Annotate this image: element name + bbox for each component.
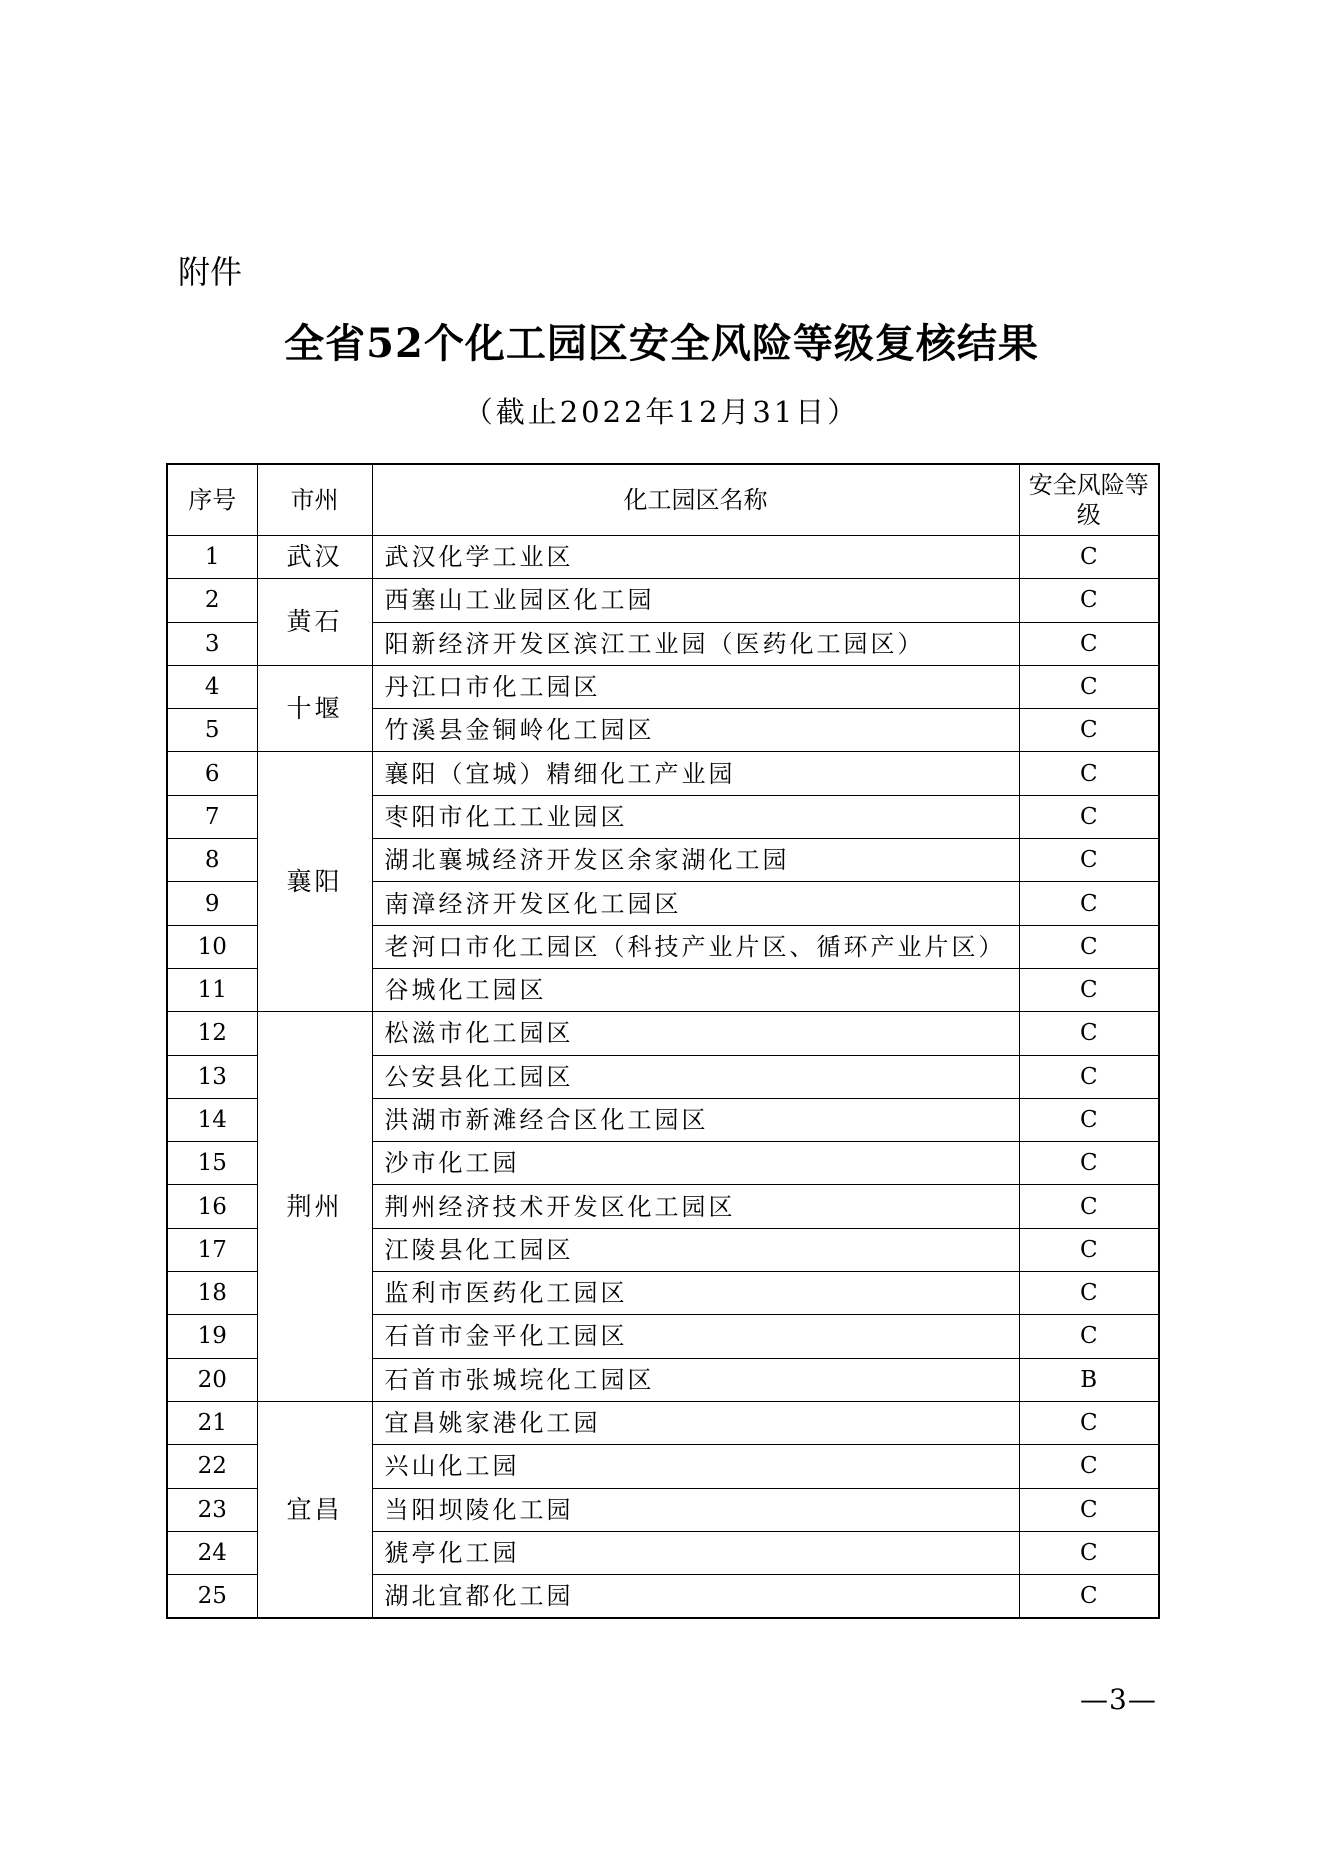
- row-number-cell: 11: [167, 968, 257, 1011]
- page-number: —3—: [1080, 1683, 1157, 1716]
- table-row: [167, 752, 1159, 795]
- city-cell: 宜昌: [257, 1401, 372, 1618]
- park-risk-table: [166, 463, 1160, 1619]
- park-name-cell: 南漳经济开发区化工园区: [372, 882, 1019, 925]
- risk-level-cell: C: [1019, 1098, 1159, 1141]
- risk-level-cell: C: [1019, 1142, 1159, 1185]
- risk-level-cell: C: [1019, 1488, 1159, 1531]
- attachment-label: 附件: [178, 253, 243, 291]
- table-row: [167, 579, 1159, 622]
- park-name-cell: 枣阳市化工工业园区: [372, 795, 1019, 838]
- risk-level-cell: C: [1019, 1012, 1159, 1055]
- risk-level-cell: C: [1019, 752, 1159, 795]
- row-number-cell: 13: [167, 1055, 257, 1098]
- document-subtitle: （截止2022年12月31日）: [463, 395, 860, 429]
- park-name-cell: 丹江口市化工园区: [372, 665, 1019, 708]
- table-row: [167, 1012, 1159, 1055]
- row-number-cell: 16: [167, 1185, 257, 1228]
- city-cell: 武汉: [257, 536, 372, 579]
- row-number-cell: 9: [167, 882, 257, 925]
- risk-level-cell: C: [1019, 1401, 1159, 1444]
- row-number-cell: 18: [167, 1272, 257, 1315]
- park-name-cell: 襄阳（宜城）精细化工产业园: [372, 752, 1019, 795]
- column-header-city: 市州: [257, 464, 372, 536]
- park-name-cell: 石首市金平化工园区: [372, 1315, 1019, 1358]
- table-row: [167, 536, 1159, 579]
- city-cell: 襄阳: [257, 752, 372, 1012]
- park-name-cell: 石首市张城垸化工园区: [372, 1358, 1019, 1401]
- park-name-cell: 猇亭化工园: [372, 1531, 1019, 1574]
- risk-level-cell: C: [1019, 1272, 1159, 1315]
- row-number-cell: 24: [167, 1531, 257, 1574]
- park-name-cell: 竹溪县金铜岭化工园区: [372, 709, 1019, 752]
- risk-level-cell: C: [1019, 882, 1159, 925]
- park-name-cell: 阳新经济开发区滨江工业园（医药化工园区）: [372, 622, 1019, 665]
- row-number-cell: 14: [167, 1098, 257, 1141]
- risk-level-cell: C: [1019, 1228, 1159, 1271]
- risk-level-cell: C: [1019, 579, 1159, 622]
- row-number-cell: 25: [167, 1575, 257, 1619]
- row-number-cell: 2: [167, 579, 257, 622]
- risk-level-cell: C: [1019, 1315, 1159, 1358]
- park-name-cell: 宜昌姚家港化工园: [372, 1401, 1019, 1444]
- row-number-cell: 20: [167, 1358, 257, 1401]
- row-number-cell: 7: [167, 795, 257, 838]
- row-number-cell: 17: [167, 1228, 257, 1271]
- risk-level-cell: C: [1019, 1445, 1159, 1488]
- park-name-cell: 监利市医药化工园区: [372, 1272, 1019, 1315]
- city-cell: 荆州: [257, 1012, 372, 1402]
- risk-level-cell: C: [1019, 622, 1159, 665]
- row-number-cell: 22: [167, 1445, 257, 1488]
- park-name-cell: 当阳坝陵化工园: [372, 1488, 1019, 1531]
- risk-level-cell: C: [1019, 1185, 1159, 1228]
- park-name-cell: 洪湖市新滩经合区化工园区: [372, 1098, 1019, 1141]
- park-name-cell: 公安县化工园区: [372, 1055, 1019, 1098]
- document-title: 全省52个化工园区安全风险等级复核结果: [284, 320, 1039, 367]
- risk-level-cell: C: [1019, 1575, 1159, 1619]
- column-header-park-name: 化工园区名称: [372, 464, 1019, 536]
- row-number-cell: 6: [167, 752, 257, 795]
- row-number-cell: 1: [167, 536, 257, 579]
- table-header-row: [167, 464, 1159, 536]
- row-number-cell: 4: [167, 665, 257, 708]
- park-name-cell: 老河口市化工园区（科技产业片区、循环产业片区）: [372, 925, 1019, 968]
- park-name-cell: 武汉化学工业区: [372, 536, 1019, 579]
- row-number-cell: 12: [167, 1012, 257, 1055]
- city-cell: 黄石: [257, 579, 372, 666]
- row-number-cell: 10: [167, 925, 257, 968]
- row-number-cell: 8: [167, 839, 257, 882]
- park-name-cell: 沙市化工园: [372, 1142, 1019, 1185]
- park-name-cell: 荆州经济技术开发区化工园区: [372, 1185, 1019, 1228]
- row-number-cell: 3: [167, 622, 257, 665]
- row-number-cell: 19: [167, 1315, 257, 1358]
- park-name-cell: 湖北宜都化工园: [372, 1575, 1019, 1619]
- risk-level-cell: C: [1019, 709, 1159, 752]
- park-name-cell: 湖北襄城经济开发区余家湖化工园: [372, 839, 1019, 882]
- risk-level-cell: C: [1019, 925, 1159, 968]
- column-header-risk-level: 安全风险等级: [1019, 464, 1159, 536]
- table-row: [167, 665, 1159, 708]
- row-number-cell: 21: [167, 1401, 257, 1444]
- table-row: [167, 1401, 1159, 1444]
- city-cell: 十堰: [257, 665, 372, 752]
- row-number-cell: 23: [167, 1488, 257, 1531]
- risk-level-cell: C: [1019, 968, 1159, 1011]
- table-body: [167, 536, 1159, 1619]
- risk-level-cell: C: [1019, 1531, 1159, 1574]
- row-number-cell: 15: [167, 1142, 257, 1185]
- risk-level-cell: B: [1019, 1358, 1159, 1401]
- park-name-cell: 谷城化工园区: [372, 968, 1019, 1011]
- risk-level-cell: C: [1019, 795, 1159, 838]
- risk-level-cell: C: [1019, 665, 1159, 708]
- risk-level-cell: C: [1019, 839, 1159, 882]
- risk-level-cell: C: [1019, 536, 1159, 579]
- park-name-cell: 江陵县化工园区: [372, 1228, 1019, 1271]
- column-header-number: 序号: [167, 464, 257, 536]
- park-name-cell: 西塞山工业园区化工园: [372, 579, 1019, 622]
- risk-level-cell: C: [1019, 1055, 1159, 1098]
- park-name-cell: 兴山化工园: [372, 1445, 1019, 1488]
- row-number-cell: 5: [167, 709, 257, 752]
- park-name-cell: 松滋市化工园区: [372, 1012, 1019, 1055]
